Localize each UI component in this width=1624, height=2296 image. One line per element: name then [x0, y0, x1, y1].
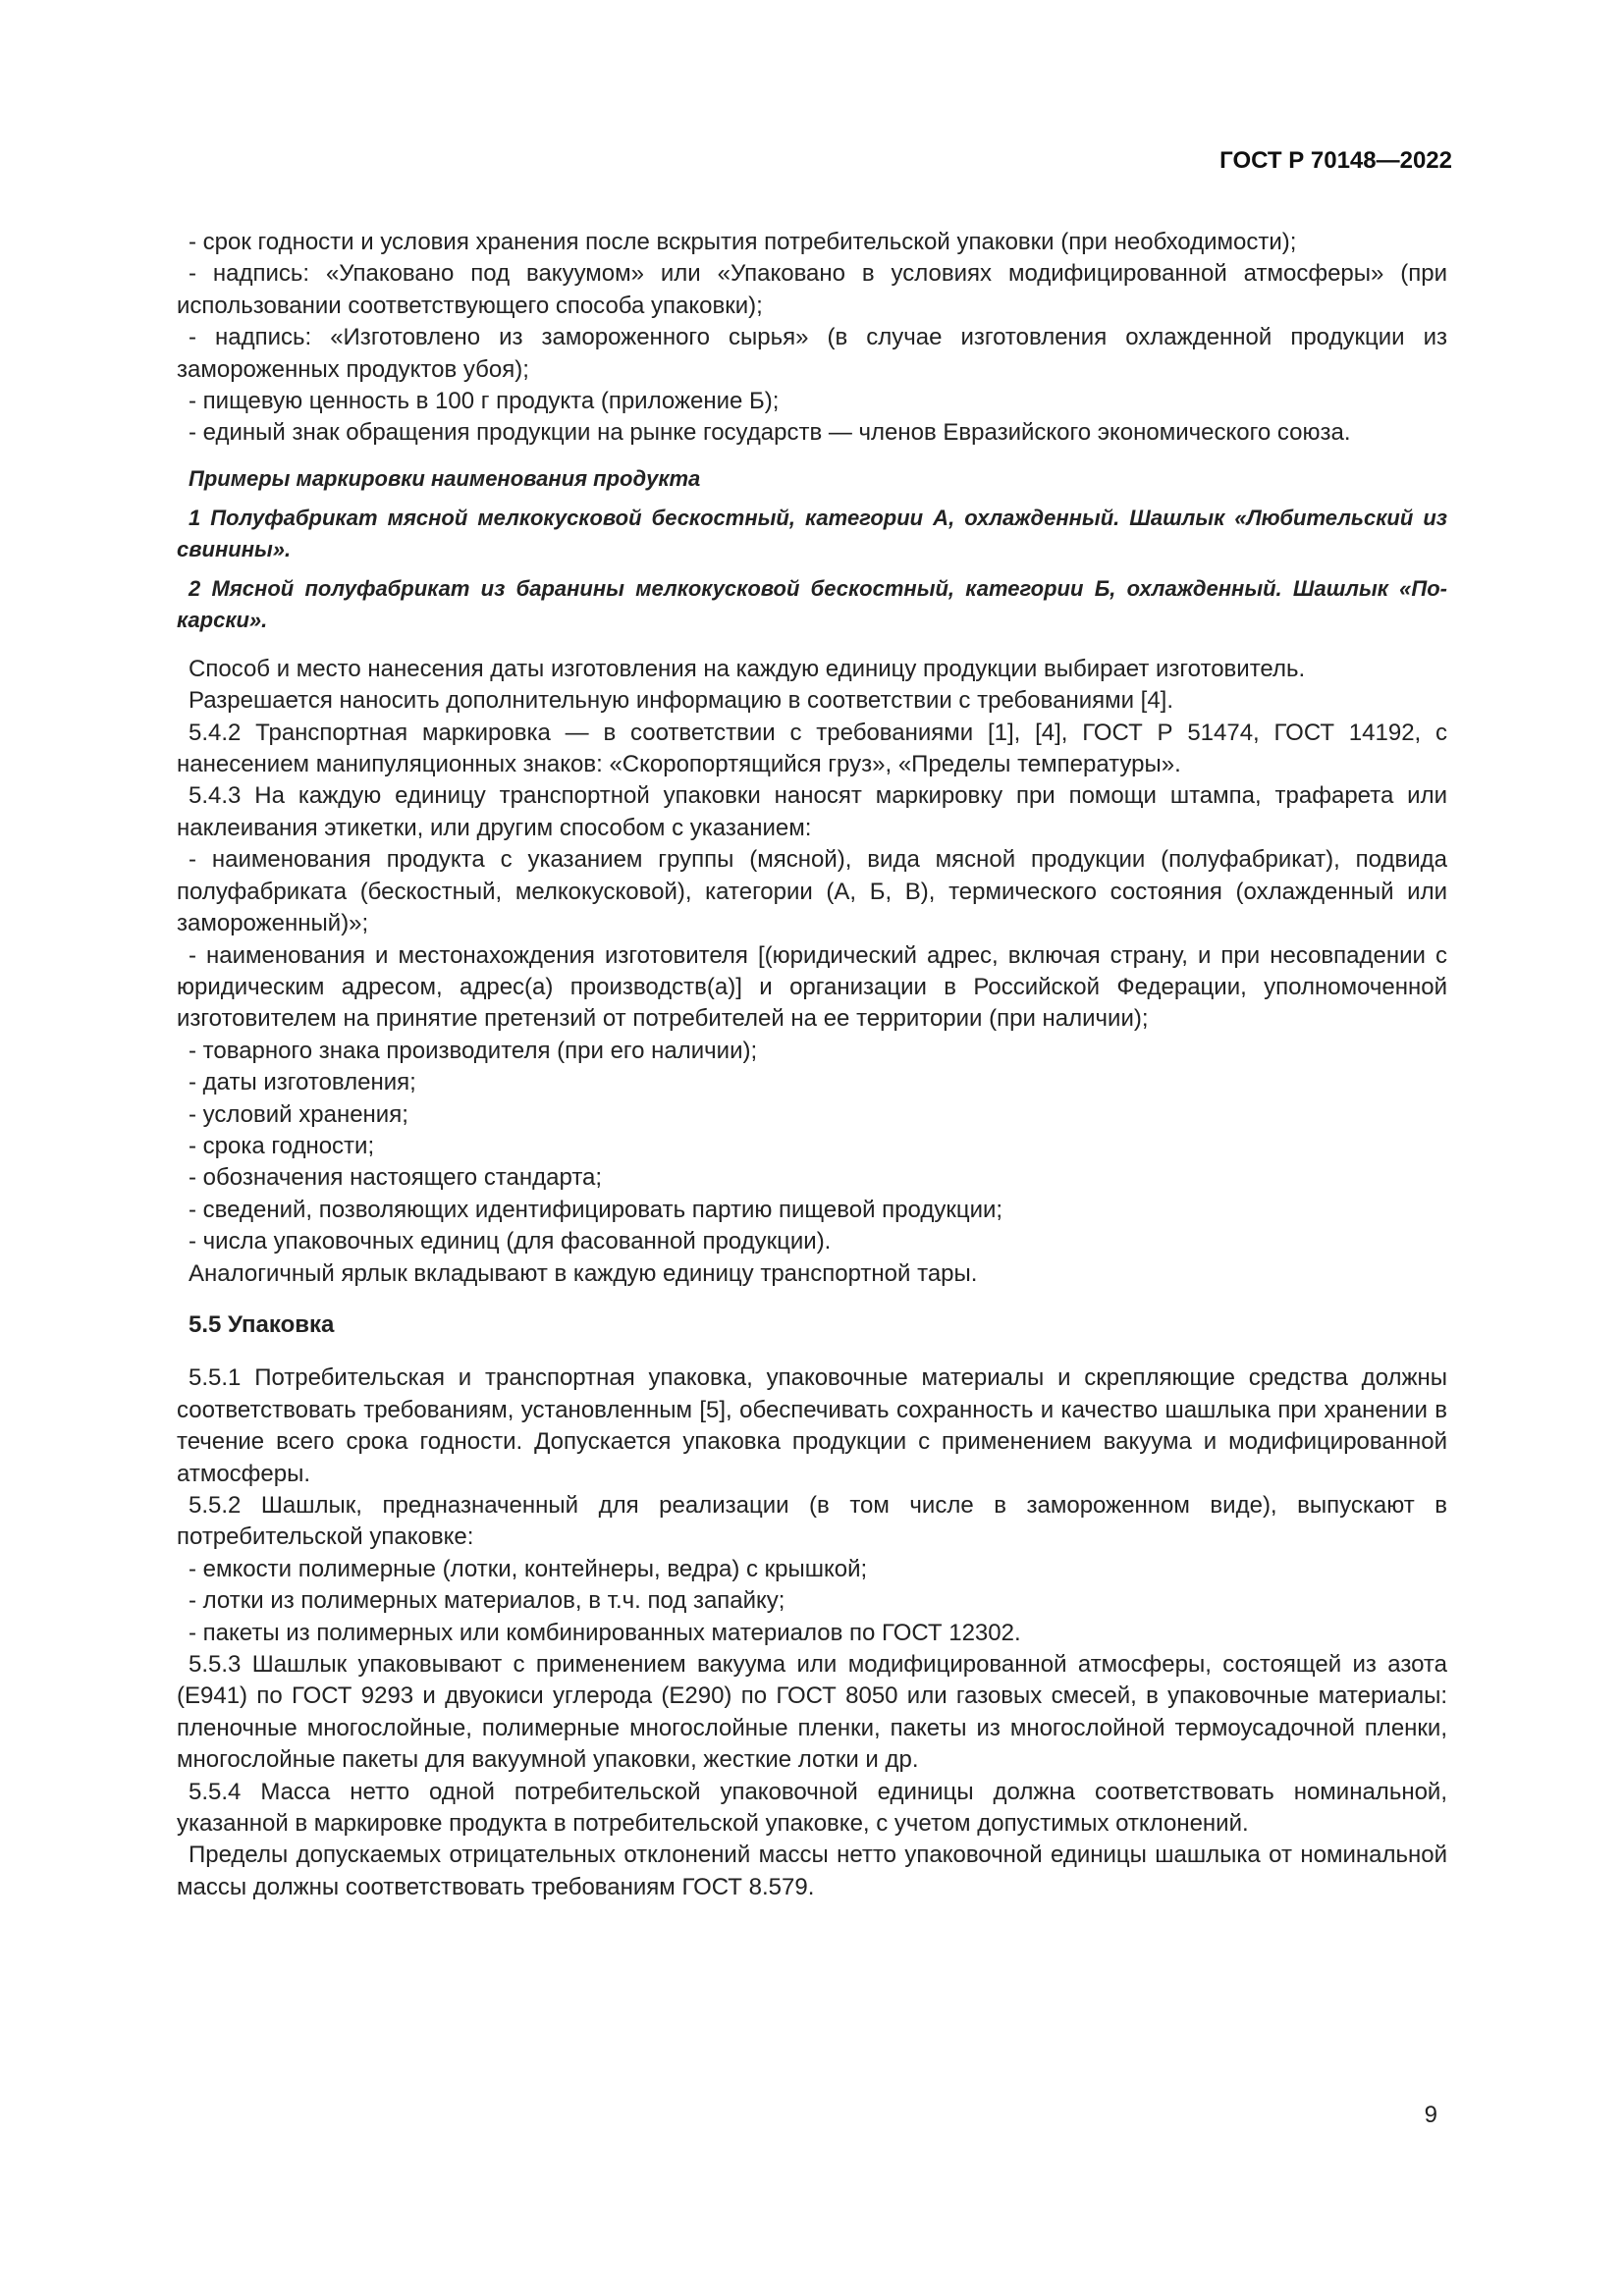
paragraph: Пределы допускаемых отрицательных отклонений массы нетто упаковочной единицы шашлыка от номинальной массы должны соответствовать требованиям ГОСТ 8.579.	[177, 1842, 1447, 1900]
list-item: - единый знак обращения продукции на рынке государств — членов Евразийского экономического союза.	[189, 419, 1351, 447]
example-item: 1 Полуфабрикат мясной мелкокусковой бескостный, категории А, охлажденный. Шашлык «Любительский из свинины».	[177, 505, 1447, 561]
paragraph: 5.5.4 Масса нетто одной потребительской упаковочной единицы должна соответствовать номинальной, указанной в маркировке продукта в потребительской упаковке, с учетом допустимых отклонений.	[177, 1778, 1447, 1838]
document-code: ГОСТ Р 70148—2022	[1219, 147, 1452, 174]
list-item: - пищевую ценность в 100 г продукта (приложение Б);	[189, 388, 780, 415]
section-heading: 5.5 Упаковка	[189, 1310, 335, 1338]
paragraph: 5.5.2 Шашлык, предназначенный для реализации (в том числе в замороженном виде), выпускают в потребительской упаковке:	[177, 1492, 1447, 1551]
list-item: - товарного знака производителя (при его наличии);	[189, 1037, 758, 1064]
page-body	[177, 227, 1447, 1903]
list-item: - надпись: «Изготовлено из замороженного сырья» (в случае изготовления охлажденной продукции из замороженных продуктов убоя);	[177, 324, 1447, 383]
paragraph: 5.4.2 Транспортная маркировка — в соответствии с требованиями [1], [4], ГОСТ Р 51474, ГОСТ 14192, с нанесением манипуляционных знаков: «Скоропортящийся груз», «Пределы температуры».	[177, 719, 1447, 778]
page-number: 9	[1424, 2102, 1437, 2128]
examples-title: Примеры маркировки наименования продукта	[189, 465, 701, 491]
list-item: - числа упаковочных единиц (для фасованной продукции).	[189, 1228, 832, 1255]
list-item: - лотки из полимерных материалов, в т.ч. под запайку;	[189, 1587, 785, 1615]
paragraph: Аналогичный ярлык вкладывают в каждую единицу транспортной тары.	[189, 1259, 978, 1287]
paragraph: 5.5.3 Шашлык упаковывают с применением вакуума или модифицированной атмосферы, состоящей из азота (Е941) по ГОСТ 9293 и двуокиси углерода (Е290) по ГОСТ 8050 или газовых смесей, в упаковочные материалы: пленочные многослойные, полимерные многослойные пленки, пакеты из многослойной термоусадочной пленки, многослойные пакеты для вакуумной упаковки, жесткие лотки и др.	[177, 1651, 1447, 1774]
list-item: - даты изготовления;	[189, 1069, 416, 1096]
list-item: - пакеты из полимерных или комбинированных материалов по ГОСТ 12302.	[189, 1619, 1021, 1646]
list-item: - срока годности;	[189, 1132, 375, 1159]
list-item: - емкости полимерные (лотки, контейнеры, ведра) с крышкой;	[189, 1555, 868, 1582]
list-item: - наименования продукта с указанием группы (мясной), вида мясной продукции (полуфабрикат), подвида полуфабриката (бескостный, мелкокусковой), категории (А, Б, В), термического состояния (охлажденный или замороженный)»;	[177, 846, 1447, 937]
list-item: - сведений, позволяющих идентифицировать партию пищевой продукции;	[189, 1196, 1003, 1223]
list-item: - обозначения настоящего стандарта;	[189, 1164, 603, 1192]
paragraph: Способ и место нанесения даты изготовления на каждую единицу продукции выбирает изготовитель.	[189, 655, 1306, 682]
paragraph: 5.4.3 На каждую единицу транспортной упаковки наносят маркировку при помощи штампа, трафарета или наклеивания этикетки, или другим способом с указанием:	[177, 782, 1447, 841]
list-item: - условий хранения;	[189, 1100, 408, 1128]
paragraph: 5.5.1 Потребительская и транспортная упаковка, упаковочные материалы и скрепляющие средства должны соответствовать требованиям, установленным [5], обеспечивать сохранность и качество шашлыка при хранении в течение всего срока годности. Допускается упаковка продукции с применением вакуума и модифицированной атмосферы.	[177, 1364, 1447, 1487]
list-item: - наименования и местонахождения изготовителя [(юридический адрес, включая страну, и при несовпадении с юридическим адресом, адрес(а) производств(а)] и организации в Российской Федерации, уполномоченной изготовителем на принятие претензий от потребителей на ее территории (при наличии);	[177, 941, 1447, 1033]
example-item: 2 Мясной полуфабрикат из баранины мелкокусковой бескостный, категории Б, охлажденный. Шашлык «По-карски».	[177, 575, 1447, 632]
list-item: - срок годности и условия хранения после вскрытия потребительской упаковки (при необходимости);	[189, 229, 1297, 255]
paragraph: Разрешается наносить дополнительную информацию в соответствии с требованиями [4].	[189, 687, 1174, 715]
list-item: - надпись: «Упаковано под вакуумом» или «Упаковано в условиях модифицированной атмосферы» (при использовании соответствующего способа упаковки);	[177, 260, 1447, 319]
